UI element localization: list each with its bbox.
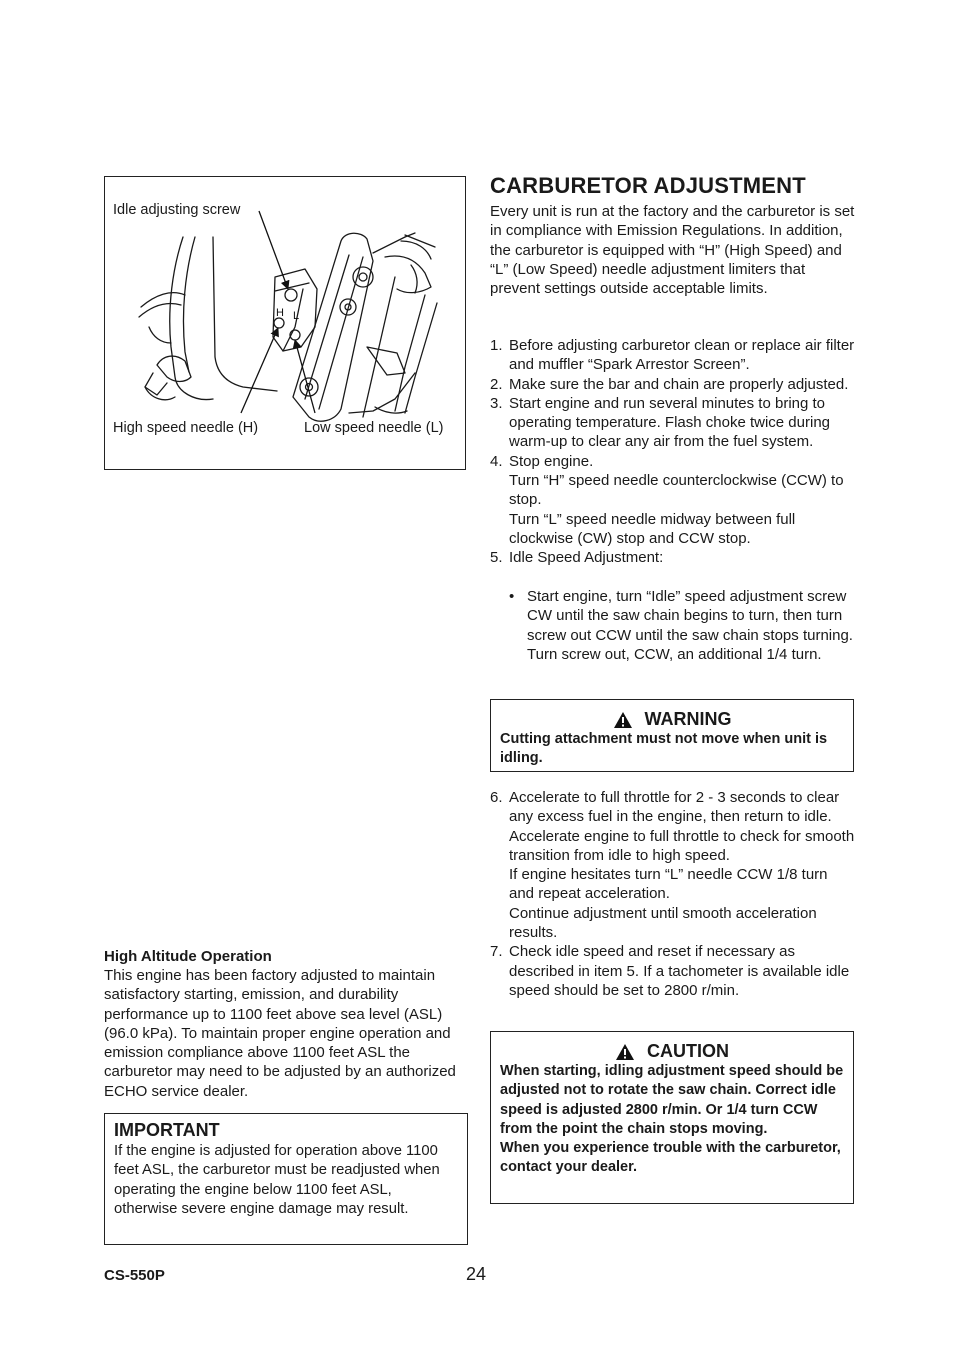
step-line: Turn “H” speed needle counterclockwise (CCW) to stop. xyxy=(509,472,844,509)
warning-box xyxy=(490,699,854,772)
step-item xyxy=(490,375,856,394)
warning-title: WARNING xyxy=(644,709,732,729)
carburetor-illustration xyxy=(105,177,465,469)
warning-text: Cutting attachment must not move when unit is idling. xyxy=(500,731,828,767)
caution-text-2: When you experience trouble with the carburetor, contact your dealer. xyxy=(500,1140,841,1176)
model-number: CS-550P xyxy=(104,1267,165,1284)
caution-triangle-icon xyxy=(615,1043,635,1061)
high-needle-label: High speed needle (H) xyxy=(113,420,259,436)
idle-screw-label: Idle adjusting screw xyxy=(113,202,241,218)
warning-header xyxy=(491,709,853,730)
high-altitude-title: High Altitude Operation xyxy=(104,948,272,965)
step-item xyxy=(490,942,856,1000)
step-line: Start engine and run several minutes to bring to operating temperature. Flash choke twice during warm-up to clear any air from the fuel system. xyxy=(509,394,831,451)
step5-bullet xyxy=(509,587,875,664)
step-line: Idle Speed Adjustment: xyxy=(509,549,664,567)
step-number: 5. xyxy=(490,549,503,567)
important-box xyxy=(104,1113,468,1245)
caution-header xyxy=(491,1041,853,1062)
warning-triangle-icon xyxy=(613,711,633,729)
step-item xyxy=(490,394,856,452)
caution-box xyxy=(490,1031,854,1204)
high-altitude-text: This engine has been factory adjusted to maintain satisfactory starting, emission, and durability performance up to 1100 feet above sea level (ASL) (96.0 kPa). To maintain proper engine operation and emission compliance above 1100 feet ASL the carburetor may need to be adjusted by an authorized ECHO service dealer. xyxy=(104,967,456,1100)
step-line: Turn “L” speed needle midway between full clockwise (CW) stop and CCW stop. xyxy=(509,510,796,547)
l-mark: L xyxy=(293,310,300,322)
steps-list-b xyxy=(490,788,856,1000)
bullet-mark: • xyxy=(509,588,515,605)
carburetor-figure xyxy=(104,176,466,470)
step-number: 2. xyxy=(490,375,503,393)
step-line: Check idle speed and reset if necessary as described in item 5. If a tachometer is available idle speed should be set to 2800 r/min. xyxy=(509,943,850,999)
important-text: If the engine is adjusted for operation above 1100 feet ASL, the carburetor must be readjusted when operating the engine below 1100 feet ASL, otherwise severe engine damage may result. xyxy=(114,1143,440,1217)
steps-list-a xyxy=(490,336,856,568)
bullet-line: Turn screw out, CCW, an additional 1/4 turn. xyxy=(527,645,822,663)
step-number: 4. xyxy=(490,452,503,470)
step-item xyxy=(490,548,856,567)
page-number: 24 xyxy=(466,1264,487,1284)
step-line: Stop engine. xyxy=(509,452,594,470)
section-title: CARBURETOR ADJUSTMENT xyxy=(490,173,806,198)
step-item xyxy=(490,452,856,548)
important-title: IMPORTANT xyxy=(114,1120,220,1140)
step-number: 6. xyxy=(490,789,503,806)
step-line: Accelerate engine to full throttle to check for smooth transition from idle to high speed. xyxy=(509,827,855,864)
step-line: If engine hesitates turn “L” needle CCW 1/8 turn and repeat acceleration. xyxy=(509,866,828,903)
step-line: Make sure the bar and chain are properly adjusted. xyxy=(509,375,849,393)
step-line: Before adjusting carburetor clean or replace air filter and muffler “Spark Arrestor Screen”. xyxy=(509,337,855,374)
step-line: Continue adjustment until smooth acceleration results. xyxy=(509,904,817,942)
step-item xyxy=(490,336,856,375)
bullet-line: Start engine, turn “Idle” speed adjustment screw CW until the saw chain begins to turn, then turn screw out CCW until the saw chain stops turning. xyxy=(527,588,853,644)
caution-text-1: When starting, idling adjustment speed should be adjusted not to rotate the saw chain. Correct idle speed is adjusted 2800 r/min. Or 1/4 turn CCW from the point the chain stops moving. xyxy=(500,1063,844,1137)
step-number: 7. xyxy=(490,943,503,961)
low-needle-label: Low speed needle (L) xyxy=(304,420,444,436)
caution-title: CAUTION xyxy=(647,1041,729,1061)
step-number: 1. xyxy=(490,337,503,354)
intro-paragraph: Every unit is run at the factory and the carburetor is set in compliance with Emission Regulations. In addition, the carburetor is equipped with “H” (High Speed) and “L” (Low Speed) needle adjustment limiters that prevent settings outside acceptable limits. xyxy=(490,203,855,298)
step-number: 3. xyxy=(490,394,503,412)
h-mark: H xyxy=(276,307,284,319)
step-line: Accelerate to full throttle for 2 - 3 seconds to clear any excess fuel in the engine, then return to idle. xyxy=(509,789,840,826)
step-item xyxy=(490,788,856,942)
